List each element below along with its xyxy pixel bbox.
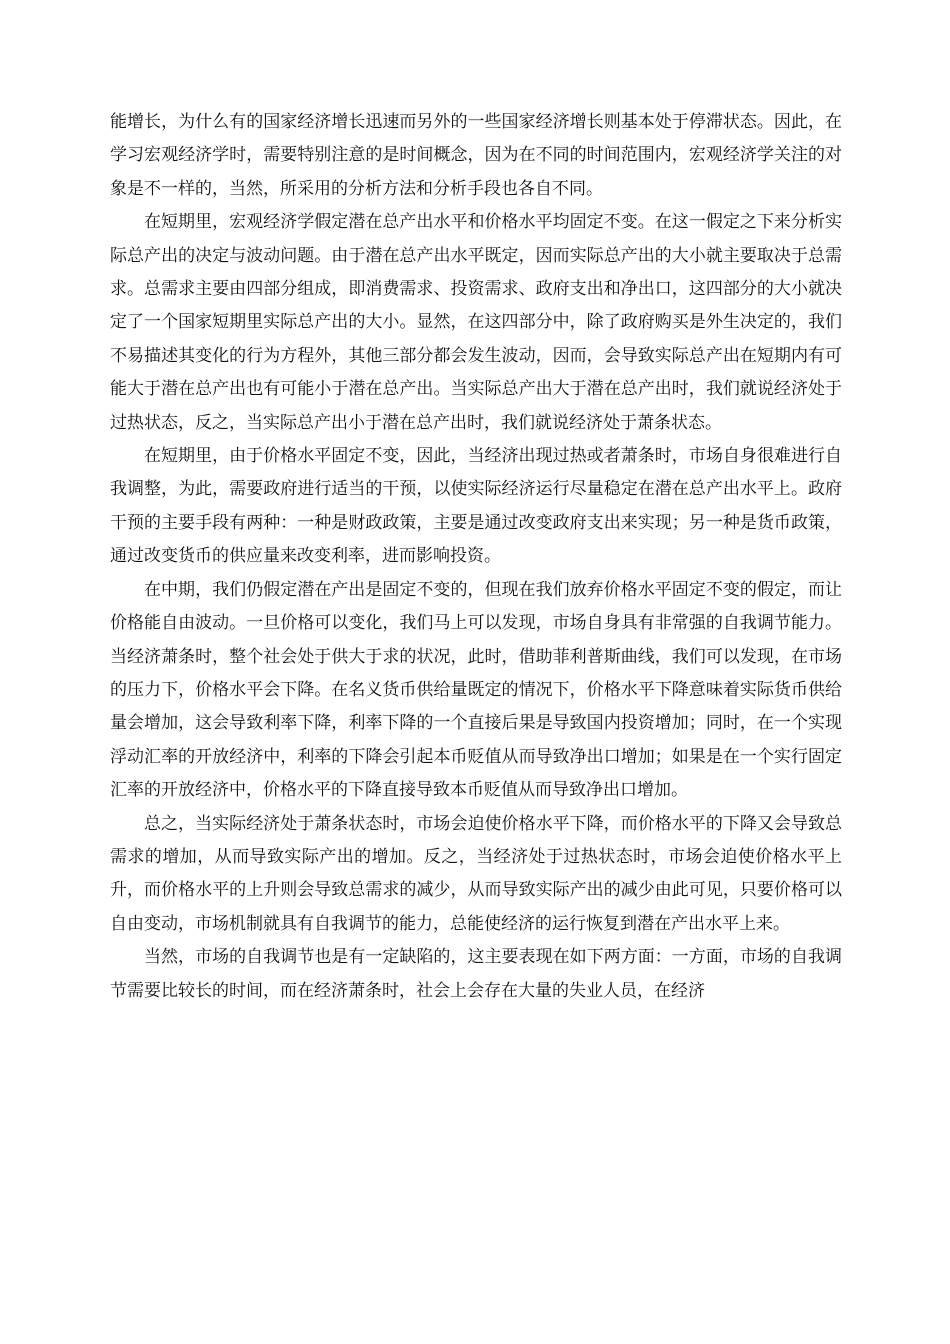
paragraph-continued: 能增长，为什么有的国家经济增长迅速而另外的一些国家经济增长则基本处于停滞状态。因此，在学习宏观经济学时，需要特别注意的是时间概念，因为在不同的时间范围内，宏观经济学关注的对象是不一样的，当然，所采用的分析方法和分析手段也各自不同。 bbox=[110, 112, 842, 199]
document-page bbox=[110, 106, 842, 1008]
paragraph-summary: 总之，当实际经济处于萧条状态时，市场会迫使价格水平下降，而价格水平的下降又会导致总需求的增加，从而导致实际产出的增加。反之，当经济处于过热状态时，市场会迫使价格水平上升，而价格水平的上升则会导致总需求的减少，从而导致实际产出的减少由此可见，只要价格可以自由变动，市场机制就具有自我调节的能力，总能使经济的运行恢复到潜在产出水平上来。 bbox=[110, 813, 842, 934]
paragraph-short-term: 在短期里，宏观经济学假定潜在总产出水平和价格水平均固定不变。在这一假定之下来分析实际总产出的决定与波动问题。由于潜在总产出水平既定，因而实际总产出的大小就主要取决于总需求。总需求主要由四部分组成，即消费需求、投资需求、政府支出和净出口，这四部分的大小就决定了一个国家短期里实际总产出的大小。显然，在这四部分中，除了政府购买是外生决定的，我们不易描述其变化的行为方程外，其他三部分都会发生波动，因而，会导致实际总产出在短期内有可能大于潜在总产出也有可能小于潜在总产出。当实际总产出大于潜在总产出时，我们就说经济处于过热状态，反之，当实际总产出小于潜在总产出时，我们就说经济处于萧条状态。 bbox=[110, 212, 842, 433]
paragraph-medium-term: 在中期，我们仍假定潜在产出是固定不变的，但现在我们放弃价格水平固定不变的假定，而让价格能自由波动。一旦价格可以变化，我们马上可以发现，市场自身具有非常强的自我调节能力。当经济萧条时，整个社会处于供大于求的状况，此时，借助菲利普斯曲线，我们可以发现，在市场的压力下，价格水平会下降。在名义货币供给量既定的情况下，价格水平下降意味着实际货币供给量会增加，这会导致利率下降，利率下降的一个直接后果是导致国内投资增加；同时，在一个实现浮动汇率的开放经济中，利率的下降会引起本币贬值从而导致净出口增加；如果是在一个实行固定汇率的开放经济中，价格水平的下降直接导致本币贬值从而导致净出口增加。 bbox=[110, 579, 842, 801]
paragraph-market-defects: 当然，市场的自我调节也是有一定缺陷的，这主要表现在如下两方面：一方面，市场的自我调节需要比较长的时间，而在经济萧条时，社会上会存在大量的失业人员，在经济 bbox=[110, 947, 842, 1001]
paragraph-short-term-intervention: 在短期里，由于价格水平固定不变，因此，当经济出现过热或者萧条时，市场自身很难进行自我调整，为此，需要政府进行适当的干预，以使实际经济运行尽量稳定在潜在总产出水平上。政府干预的主要手段有两种：一种是财政政策，主要是通过改变政府支出来实现；另一种是货币政策，通过改变货币的供应量来改变利率，进而影响投资。 bbox=[110, 446, 842, 567]
